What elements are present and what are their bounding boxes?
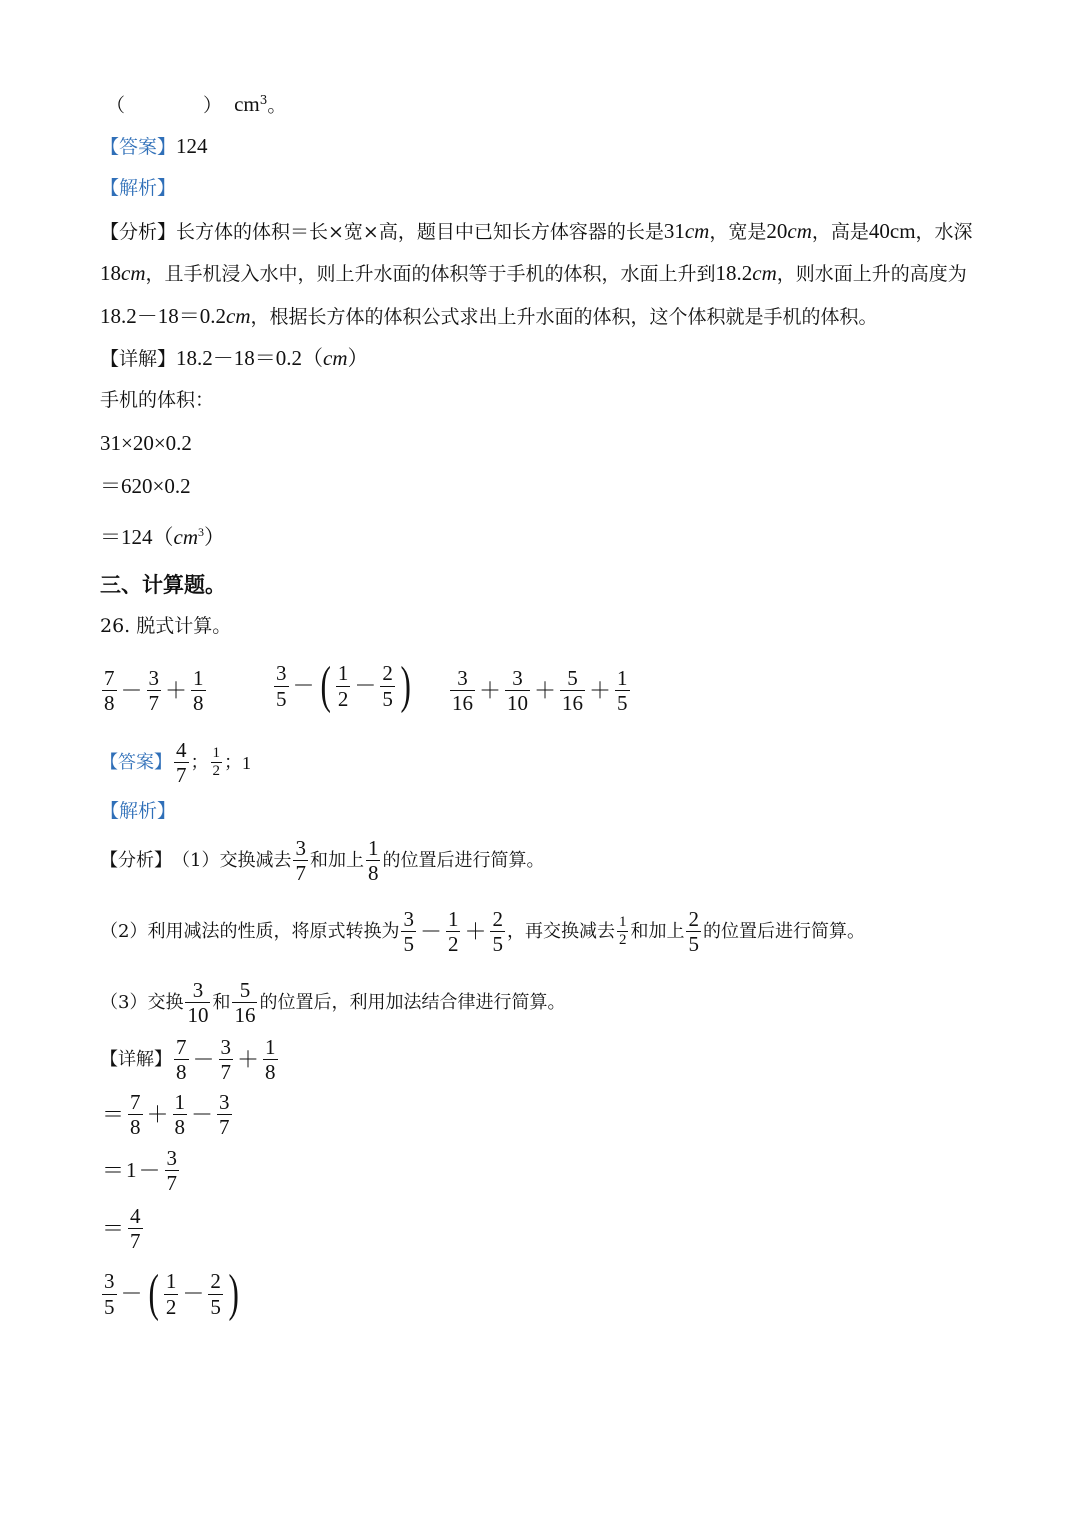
fenxi-line-1: 【分析】长方体的体积＝长×宽×高，题目中已知长方体容器的长是31cm，宽是20cm，高是40cm，水深: [100, 219, 973, 243]
calc-step-2: ＝620×0.2: [100, 474, 191, 498]
expression-1: $\frac{7}{8}$ － $\frac{3}{7}$ ＋ $\frac{1}{8}$: [104, 666, 204, 716]
expression-2: $\frac{3}{5}$ － ( $\frac{1}{2}$ － $\frac{2}{5}$ ): [276, 657, 411, 714]
answer-line: [100, 136, 208, 157]
blank-line: （ ） $cm^3$。: [106, 92, 287, 117]
fenxi-26-2: （2）利用减法的性质，将原式转换为 $\frac{3}{5}$ － $\frac{1}{2}$ ＋ $\frac{2}{5}$ ，再交换减去 $\frac{1}{2}$ 和加上 $\frac{2}{5}$ 的位置后进行简算。: [100, 907, 865, 957]
fraction: $\frac{1}{8}$: [193, 666, 204, 716]
fraction: $\frac{3}{7}$: [148, 666, 160, 716]
fenxi-26-1: 【分析】 （1）交换减去 $\frac{3}{7}$ 和加上 $\frac{1}{8}$ 的位置后进行简算。: [100, 836, 545, 886]
detail-26-line-3: ＝ 1 － $\frac{3}{7}$: [102, 1146, 178, 1196]
detail-line: 【详解】18.2－18＝0.2（cm）: [100, 346, 369, 370]
fenxi-26-3: （3）交换 $\frac{3}{10}$ 和 $\frac{5}{16}$ 的位置后，利用加法结合律进行简算。: [100, 978, 566, 1028]
answer-value: 124: [176, 134, 208, 158]
phone-volume-label: 手机的体积：: [100, 389, 215, 411]
calc-step-3: $=124(cm^3)$: [100, 525, 225, 549]
answer-line-26: 【答案】 $\frac{4}{7}$ ； $\frac{1}{2}$ ； 1: [100, 738, 251, 788]
fraction: $\frac{7}{8}$: [104, 666, 115, 716]
detail-26-line-2: ＝ $\frac{7}{8}$ ＋ $\frac{1}{8}$ － $\frac{3}{7}$: [102, 1090, 230, 1140]
detail-26-line-1: 【详解】 $\frac{7}{8}$ － $\frac{3}{7}$ ＋ $\frac{1}{8}$: [100, 1035, 276, 1085]
fenxi-line-3: 18.2－18＝0.2cm，根据长方体的体积公式求出上升水面的体积，这个体积就是手机的体积。: [100, 304, 878, 328]
fenxi-line-2: 18cm，且手机浸入水中，则上升水面的体积等于手机的体积，水面上升到18.2cm，则水面上升的高度为: [100, 261, 967, 285]
analysis-tag-26: 【解析】: [100, 800, 177, 822]
question-label: 26. 脱式计算。: [100, 615, 232, 637]
section-title: 三、计算题。: [100, 572, 226, 597]
detail-26-line-5: $\frac{3}{5}$ － ( $\frac{1}{2}$ － $\frac{2}{5}$ ): [104, 1265, 239, 1322]
answer-tag: 【答案】: [100, 136, 177, 158]
calc-step-1: 31×20×0.2: [100, 431, 192, 455]
expression-3: $\frac{3}{16}$ ＋ $\frac{3}{10}$ ＋ $\frac{5}{16}$ ＋ $\frac{1}{5}$: [452, 666, 628, 716]
detail-26-line-4: ＝ $\frac{4}{7}$: [102, 1204, 141, 1254]
analysis-tag: 【解析】: [100, 177, 177, 199]
